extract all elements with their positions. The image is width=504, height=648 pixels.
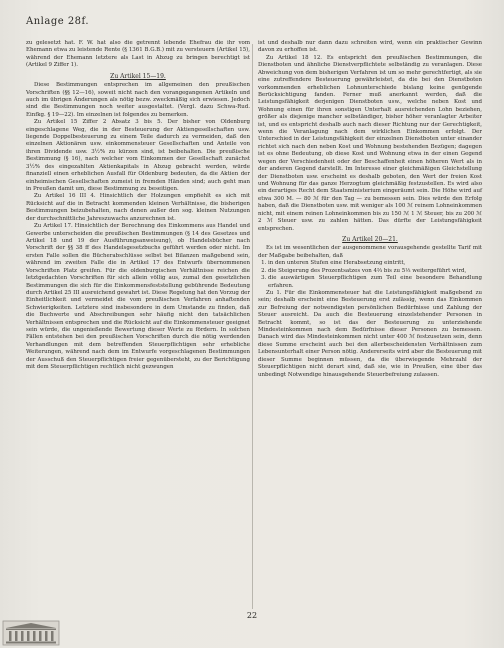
library-stamp-icon bbox=[2, 620, 60, 646]
list-item: 2. die Steigerung des Prozentsatzes von 4⅔ bis zu 5⅓ weitergeführt wird, bbox=[268, 268, 482, 275]
paragraph: Diese Bestimmungen entsprechen im allgemeinen den preußischen Vorschriften (§§ 12—16), soweit nicht nach den vorangegangenen Artikeln und auch im übrigen Änderungen als nötig bezw. zweckmäßig sich erwiesen. Jedoch sind die Bestimmungen noch weiter ausgestaltet. (Vergl. dazu Schwa-Rud. Einfkg. § 19—22). Im einzelnen ist folgendes zu bemerken. bbox=[26, 82, 250, 118]
paragraph: Zu Artikel 16 III 4. Hinsichtlich der Holzungen empfiehlt es sich mit Rücksicht auf die in Betracht kommenden kleinen Verhältnisse, die bisherigen Bestimmungen beizubehalten, nach denen außer den sog. kleinen Nutzungen der durchschnittliche Jahreszuwachs anzurechnen ist. bbox=[26, 193, 250, 222]
paragraph: Zu 1. Für die Einkommensteuer hat die Leistungsfähigkeit maßgebend zu sein; deshalb erscheint eine Besteuerung erst zulässig, wenn das Einkommen zur Befreiung der notwendigsten persönlichen Bedürfnisse und Zahlung der Steuer ausreicht. Da auch die Besteuerung einzelstehender Personen in Betracht kommt, so ist das der Besteuerung zu unterziehende Mindesteinkommen nach dem Bedürfnisse dieser Personen zu bemessen. Danach wird das Mindesteinkommen nicht unter 400 ℳ festzusetzen sein, denn diese Summe erscheint auch bei den allerbescheidensten Verhältnissen zum Lebensunterhalt einer Person nötig. Andererseits wird aber die Besteuerung mit dieser Summe beginnen müssen, da die überwiegende Mehrzahl der Steuerpflichtigen nicht derart sind, daß sie, wie in Preußen, eine über das unbedingt Notwendige hinausgehende Steuerbefreiung zulassen. bbox=[258, 289, 482, 378]
page-header: Anlage 28f. bbox=[26, 16, 90, 27]
paragraph: zu gelesetzt hat. F. W. hat also die getrennt lebende Ehefrau die ihr vom Ehemann etwa zu leistende Rente (§ 1361 B.G.B.) mit zu versteuern (Artikel 15), während der Ehemann letztere als Last in Abzug zu bringen berechtigt ist (Artikel 9 Ziffer 1). bbox=[26, 40, 250, 69]
left-column bbox=[26, 40, 250, 372]
paragraph: Zu Artikel 17. Hinsichtlich der Berechnung des Einkommens aus Handel und Gewerbe unterscheiden die preußischen Bestimmungen (§ 14 des Gesetzes und Artikel 18 und 19 der Ausführungsanweisung), ob Handelsbücher nach Vorschrift der §§ 38 ff des Handelsgesetzbuchs geführt werden oder nicht. Im ersten Falle sollen die Bücherabschlüsse selbst bei Bilanzen maßgebend sein, während im zweiten Falle die in Artikel 17 des Entwurfs übernommenen Vorschriften Platz greifen. Für die oldenburgischen Verhältnisse reichen die letztgedachten Vorschriften für sich allein völlig aus, zumal den gesetzlichen Bestimmungen die sich für die Einkommensfeststellung gebührende Bedeutung durch Artikel 25 III ausreichend gewahrt ist. Diese Regelung hat den Vorzug der Einheitlichkeit und vermeidet die vom preußischen Verfahren anhaftenden Schwierigkeiten. Letztere sind insbesondere in dem Umstande zu finden, daß die Buchwerte und Abschreibungen sehr häufig nicht den tatsächlichen Verhältnissen entsprechen und die Rücksicht auf die Einkommensteuer geeignet sein würde, die ungenießende Bewertung dieser Werte zu fördern. In solchen Fällen entstehen bei den preußischen Vorschriften durch die nötig werdenden Verhandlungen mit dem betreffenden Steuerpflichtigen sehr erhebliche Weiterungen, während nach dem im Entwurfe vorgeschlagenen Bestimmungen der Ausschuß den Steuerpflichtigen freier gegenübersteht, zu der Berichtigung mit dem Steuerpflichtigen rechtlich nicht gezwungen bbox=[26, 223, 250, 371]
list-item: 1. in den unteren Stufen eine Herabsetzung eintritt, bbox=[268, 260, 482, 267]
right-column bbox=[258, 40, 482, 379]
column-divider bbox=[252, 44, 253, 609]
section-heading: Zu Artikel 15—19. bbox=[110, 72, 166, 80]
paragraph: Zu Artikel 15 Ziffer 2 Absatz 3 bis 5. Der bisher von Oldenburg eingeschlagene Weg, die in der Besteuerung der Aktiengesellschaften usw. liegende Doppelbesteuerung zu einem Teile dadurch zu vermeiden, daß den einzelnen Aktionären usw. einkommensteuer Gesellschaften und Anteile von ihren Dividende usw. 3½% zu kürzen sind, ist beibehalten. Die preußische Bestimmung (§ 16), nach welcher vom Einkommen der Gesellschaft zunächst 3½% des eingezahlten Aktienkapitals in Abzug gebracht werden, würde finanziell einen erheblichen Ausfall für Oldenburg bedeuten, da die Aktien der einheimischen Gesellschaften zumeist in fremden Händen sind; auch geht man in Preußen damit um, diese Bestimmung zu beseitigen. bbox=[26, 119, 250, 193]
paragraph: ist und deshalb nur dann dazu schreiten wird, wenn ein praktischer Gewinn davon zu erhoffen ist. bbox=[258, 40, 482, 54]
list-item: 3. die auswärtigen Steuerpflichtigen zum Teil eine besondere Behandlung erfahren. bbox=[268, 275, 482, 290]
paragraph: Zu Artikel 18 12. Es entspricht den preußischen Bestimmungen, die Dienstboten und ähnliche Dienstverpflichtete selbständig zu veranlagen. Diese Abweichung von dem bisherigen Verfahren ist um so mehr gerechtfertigt, als sie eine zutreffendere Besteuerung gewährleistet, da die bei den Dienstboten vorkommenden erheblichen Lohnunterschiede bislang keine genügende Berücksichtigung fanden. Ferner muß anerkannt werden, daß die Leistungsfähigkeit derjenigen Dienstboten usw., welche neben Kost und Wohnung einen für ihren sonstigen Unterhalt ausreichenden Lohn beziehen, größer als diejenige mancher selbständiger, bisher höher veranlagter Arbeiter ist, und es entspricht deshalb auch nach dieser Richtung nur der Gerechtigkeit, wenn die Veranlagung nach dem wirklichen Einkommen erfolgt. Der Unterschied in der Leistungsfähigkeit der einzelnen Dienstboten unter einander richtet sich nach den neben Kost und Wohnung bestehenden Bezügen; dagegen ist es ohne Bedeutung, ob diese Kost und Wohnung etwa in der einen Gegend wegen der Verschiedenheit oder der Beschaffenheit einen höheren Wert als in der anderen Gegend darstellt. Im Interesse einer gleichmäßigen Gleichstellung der Dienstboten usw. erscheint es deshalb geboten, den Wert der freien Kost und Wohnung für das ganze Herzogtum gleichmäßig festzustellen. Es wird also ein derartiges Recht dem Staatsministerium eingeräumt sein. Die Höhe wird auf etwa 300 M. — 80 ℳ für den Tag — zu bemessen sein. Dies würde den Erfolg haben, daß die Dienstboten usw. mit weniger als 100 ℳ reinem Lohneinkommen nicht, mit einem reinen Lohneinkommen bis zu 150 ℳ 1 ℳ Steuer, bis zu 200 ℳ 2 ℳ Steuer usw. zu zahlen hätten. Das dürfte der Leistungsfähigkeit entsprechen. bbox=[258, 54, 482, 232]
page-number: 22 bbox=[246, 611, 258, 620]
section-heading: Zu Artikel 20—21. bbox=[342, 235, 398, 243]
numbered-list bbox=[258, 260, 482, 290]
paragraph: Es ist im wesentlichen der ausgenommene vorausgehende gestellte Tarif mit der Maßgabe beibehalten, daß bbox=[258, 245, 482, 259]
